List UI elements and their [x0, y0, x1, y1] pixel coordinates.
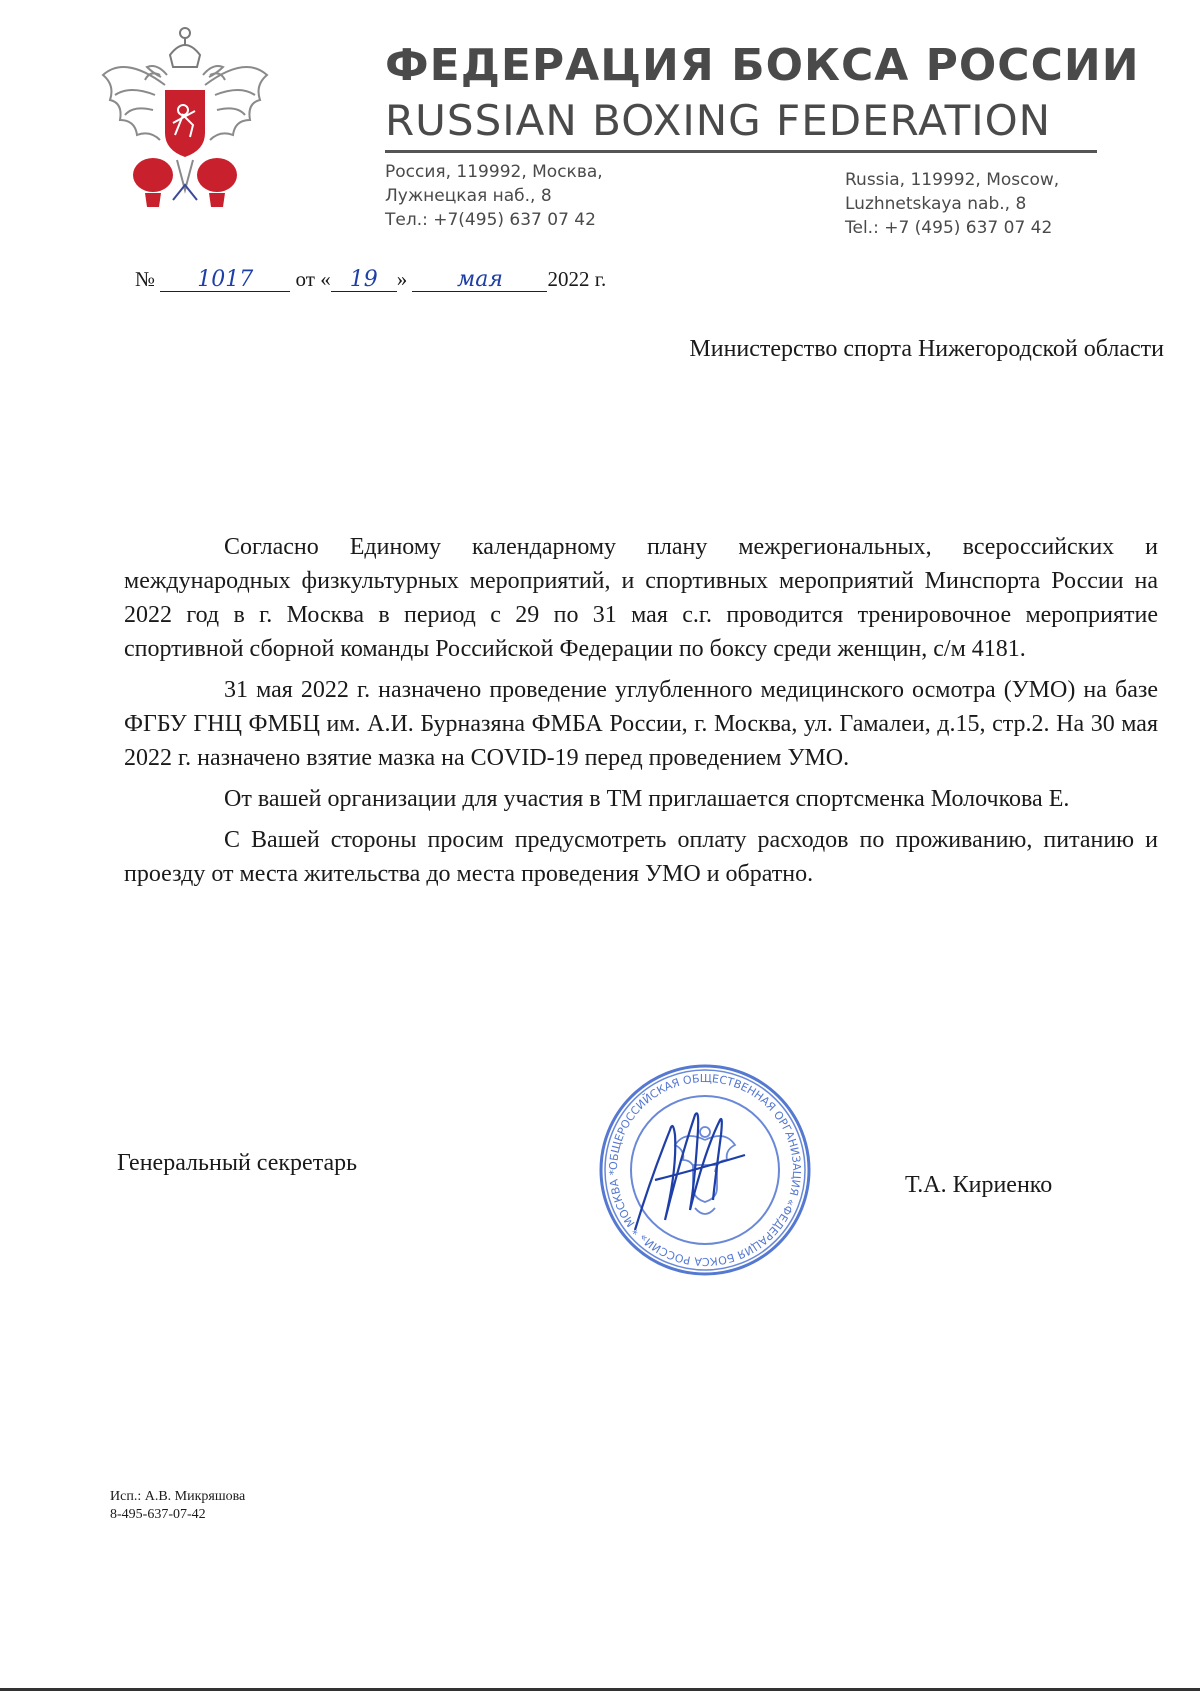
reference-line [135, 267, 606, 292]
executor-info [110, 1488, 245, 1524]
address-en-line: Tel.: +7 (495) 637 07 42 [845, 218, 1053, 238]
addressee: Министерство спорта Нижегородской области [689, 336, 1164, 362]
org-name-ru: ФЕДЕРАЦИЯ БОКСА РОССИИ [385, 40, 1140, 91]
stamp-ring-text: ОБЩЕРОССИЙСКАЯ ОБЩЕСТВЕННАЯ ОРГАНИЗАЦИЯ «ФЕДЕРАЦИЯ БОКСА РОССИИ» * МОСКВА * [606, 1071, 804, 1269]
federation-emblem-icon [95, 15, 275, 225]
header-divider [385, 150, 1097, 153]
body-paragraph: От вашей организации для участия в ТМ приглашается спортсменка Молочкова Е. [224, 786, 1070, 812]
number-label: № [135, 267, 156, 291]
signatory-role: Генеральный секретарь [117, 1150, 358, 1176]
executor-name: Исп.: А.В. Микряшова [110, 1489, 246, 1504]
address-ru-line: Россия, 119992, Москва, [385, 162, 603, 182]
date-from-label: от « [295, 267, 331, 291]
address-ru-line: Тел.: +7(495) 637 07 42 [385, 210, 596, 230]
signatory-name: Т.А. Кириенко [905, 1172, 1053, 1198]
address-en [845, 168, 1059, 240]
date-day-close: » [396, 267, 408, 291]
official-stamp-icon [595, 1060, 815, 1280]
org-name-en: RUSSIAN BOXING FEDERATION [385, 96, 1052, 145]
date-day: 19 [331, 269, 397, 292]
letter-number: 1017 [160, 269, 290, 292]
date-month: мая [412, 269, 547, 292]
address-en-line: Luzhnetskaya nab., 8 [845, 194, 1027, 214]
address-ru-line: Лужнецкая наб., 8 [385, 186, 552, 206]
date-year: 2022 г. [547, 267, 607, 291]
letter-body [124, 530, 1158, 898]
scan-bottom-edge [0, 1688, 1200, 1691]
address-en-line: Russia, 119992, Moscow, [845, 170, 1060, 190]
executor-phone: 8-495-637-07-42 [110, 1507, 206, 1522]
body-paragraph: Согласно Единому календарному плану межрегиональных, всероссийских и международных физкультурных мероприятий, и спортивных мероприятий Минспорта России на 2022 год в г. Москва в период с 29 по 31 мая с.г. проводится тренировочное мероприятие спортивной сборной команды Российской Федерации по боксу среди женщин, с/м 4181. [124, 534, 1158, 662]
body-paragraph: С Вашей стороны просим предусмотреть оплату расходов по проживанию, питанию и проезду от места жительства до места проведения УМО и обратно. [124, 827, 1158, 887]
body-paragraph: 31 мая 2022 г. назначено проведение углубленного медицинского осмотра (УМО) на базе ФГБУ ГНЦ ФМБЦ им. А.И. Бурназяна ФМБА России, г. Москва, ул. Гамалеи, д.15, стр.2. На 30 мая 2022 г. назначено взятие мазка на COVID-19 перед проведением УМО. [124, 677, 1158, 771]
address-ru [385, 160, 603, 232]
